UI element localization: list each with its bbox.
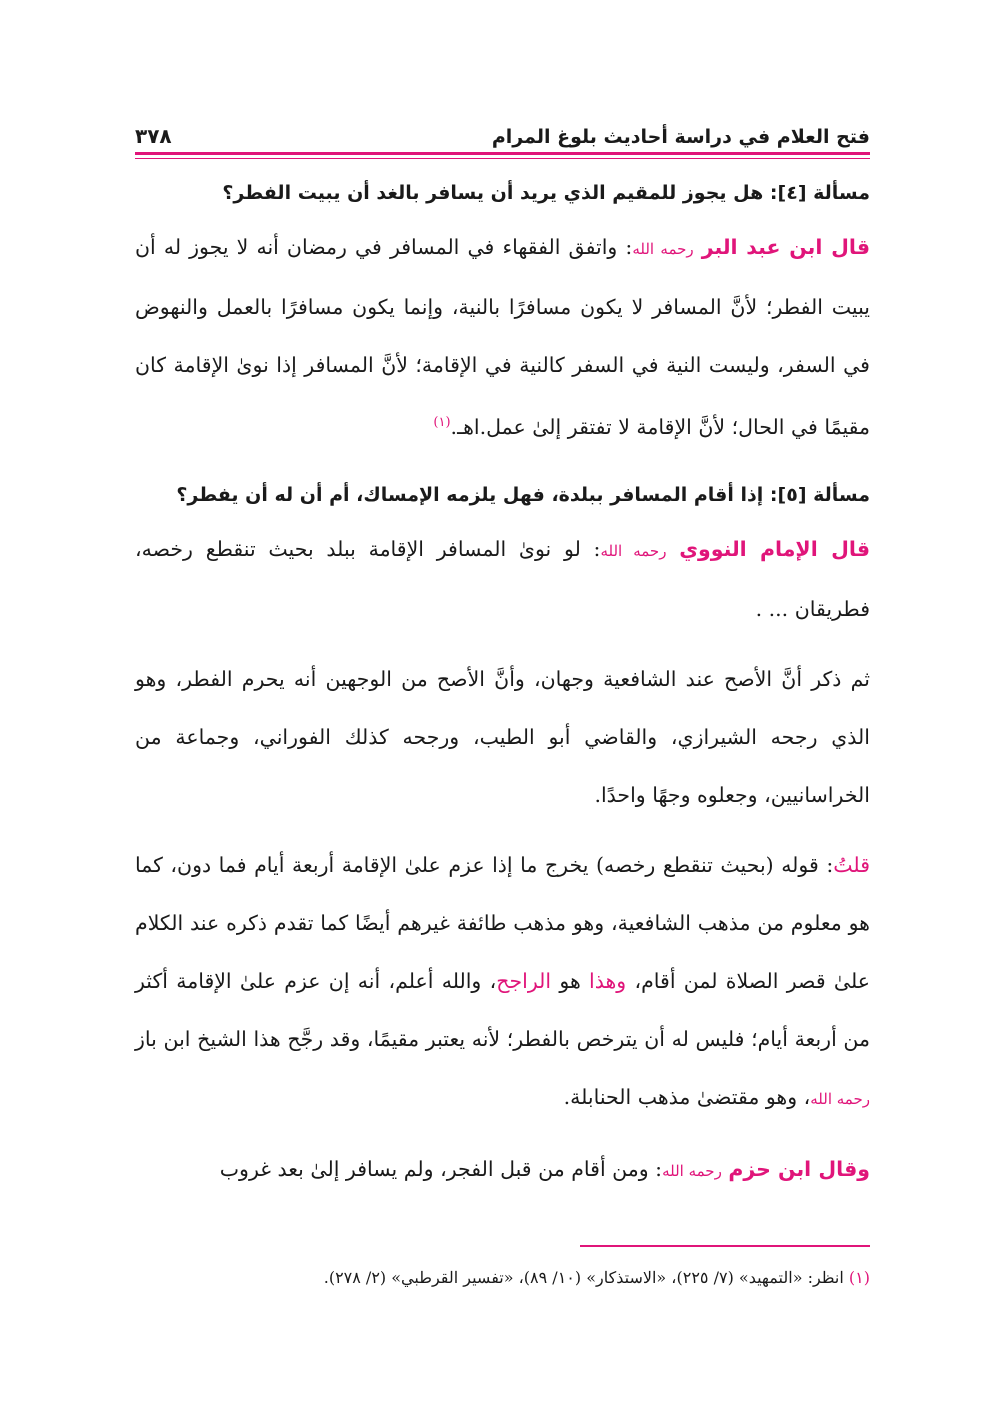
paragraph-ibn-abd-al-barr [135, 218, 870, 456]
footnote-1 [135, 1266, 870, 1290]
footnote-reference-1[interactable]: (١) [433, 415, 451, 430]
page-header [135, 112, 870, 148]
footnote-separator [580, 1245, 870, 1247]
page-number: ٣٧٨ [135, 124, 172, 148]
highlight-preferred: الراجح [496, 968, 552, 993]
paragraph-author-comment [135, 836, 870, 1128]
paragraph-4-text-a: : قوله (بحيث تنقطع رخصه) يخرج ما إذا عزم علىٰ الإقامة أربعة أيام فما دون، كما هو معلوم من مذهب الشافعية، وهو مذهب طائفة غيرهم أيضًا كما تقدم ذكره عند الكلام علىٰ قصر الصلاة لمن أقام، [135, 852, 870, 993]
honorific-glyph: رحمه الله [600, 541, 667, 560]
header-rule-thin [135, 158, 870, 159]
footnote-number: (١) [848, 1268, 870, 1287]
paragraph-4-text-b: هو [551, 968, 590, 993]
paragraph-shafii-view [135, 650, 870, 824]
question-5-text: إذا أقام المسافر ببلدة، فهل يلزمه الإمساك، أم أن له أن يفطر؟ [176, 483, 764, 506]
highlight-this: وهذا [589, 968, 627, 993]
header-rule-thick [135, 152, 870, 155]
question-4-text: هل يجوز للمقيم الذي يريد أن يسافر بالغد أن يبيت الفطر؟ [222, 182, 764, 204]
footnote-text: انظر: «التمهيد» (٧/ ٢٢٥)، «الاستذكار» (١٠/ ٨٩)، «تفسير القرطبي» (٢/ ٢٧٨). [323, 1268, 844, 1287]
paragraph-3-text: ثم ذكر أنَّ الأصح عند الشافعية وجهان، وأنَّ الأصح من الوجهين أنه يحرم الفطر، وهو الذي رجحه الشيرازي، والقاضي أبو الطيب، ورجحه كذلك الفوراني، وجماعة من الخراسانيين، وجعلوه وجهًا واحدًا. [135, 666, 870, 807]
speaker-nawawi: قال الإمام النووي [679, 536, 870, 561]
speaker-ibn-abd-al-barr: قال ابن عبد البر [701, 235, 870, 259]
question-5 [135, 470, 870, 520]
question-5-label: مسألة [٥]: [769, 483, 870, 506]
paragraph-ibn-hazm [135, 1140, 870, 1200]
paragraph-1-text: : واتفق الفقهاء في المسافر في رمضان أنه لا يجوز له أن يبيت الفطر؛ لأنَّ المسافر لا يكون مسافرًا بالنية، وإنما يكون مسافرًا بالعمل والنهوض في السفر، وليست النية في السفر كالنية في الإقامة؛ لأنَّ المسافر إذا نوىٰ الإقامة كان مقيمًا في الحال؛ لأنَّ الإقامة لا تفتقر إلىٰ عمل.اهـ. [135, 235, 870, 439]
paragraph-nawawi [135, 520, 870, 638]
question-4 [135, 168, 870, 218]
honorific-glyph: رحمه الله [810, 1089, 870, 1108]
running-title: فتح العلام في دراسة أحاديث بلوغ المرام [491, 126, 870, 148]
paragraph-2-text: : لو نوىٰ المسافر الإقامة ببلد بحيث تنقطع رخصه، فطريقان ... . [135, 536, 870, 621]
honorific-glyph: رحمه الله [662, 1161, 722, 1180]
honorific-glyph: رحمه الله [632, 240, 694, 258]
speaker-ibn-hazm: وقال ابن حزم [728, 1156, 870, 1181]
paragraph-4-text-c: ، والله أعلم، أنه إن عزم علىٰ الإقامة أكثر من أربعة أيام؛ فليس له أن يترخص بالفطر؛ لأنه يعتبر مقيمًا، وقد رجَّح هذا الشيخ ابن باز [135, 968, 870, 1051]
paragraph-4-text-d: ، وهو مقتضىٰ مذهب الحنابلة. [563, 1084, 811, 1109]
page-body [135, 168, 870, 1200]
question-4-label: مسألة [٤]: [769, 182, 870, 204]
paragraph-5-text: : ومن أقام من قبل الفجر، ولم يسافر إلىٰ بعد غروب [219, 1156, 663, 1181]
author-lead-word: قلتُ [833, 852, 870, 877]
